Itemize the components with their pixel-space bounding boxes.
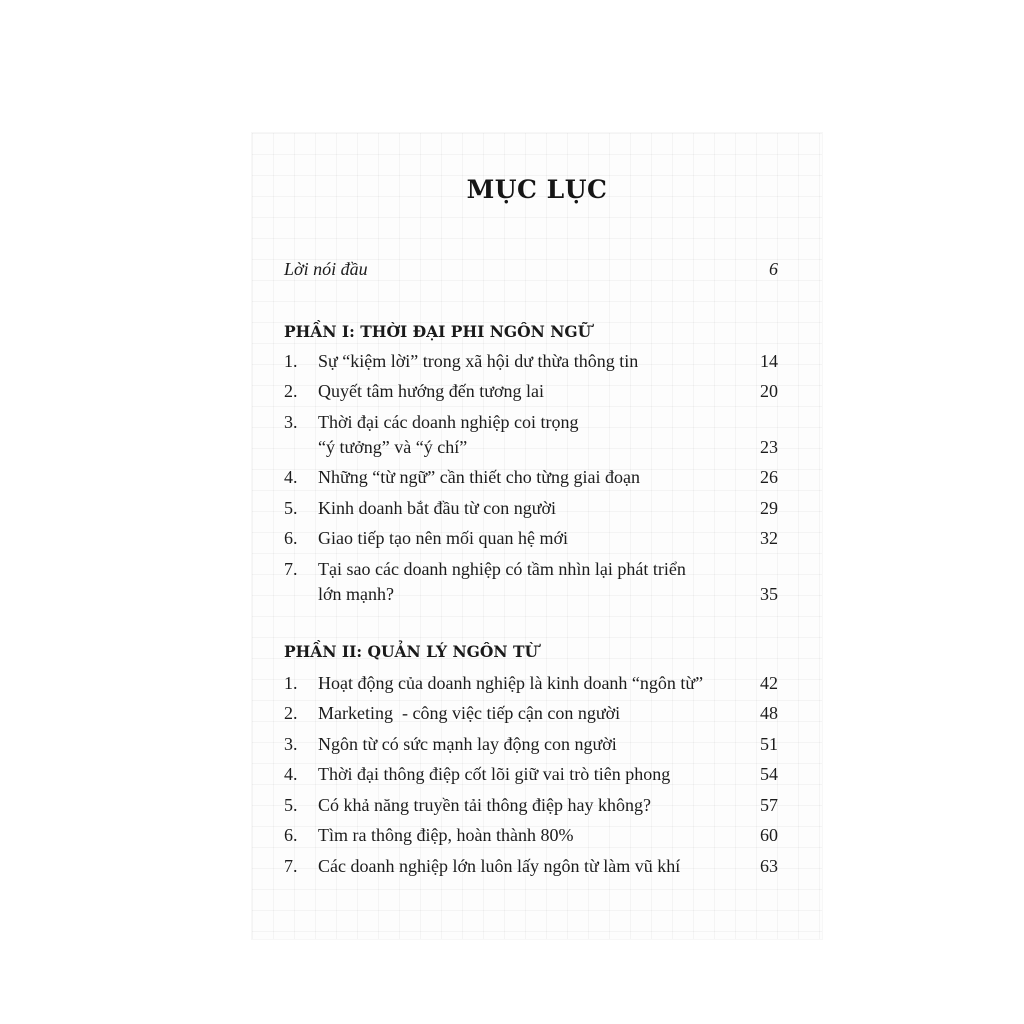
entry-title: Ngôn từ có sức mạnh lay động con người [318,734,617,754]
page-title: MỤC LỤC [466,175,608,204]
entry-page-number: 48 [760,703,778,723]
toc-entry [284,823,778,848]
toc-entry [284,465,778,490]
entry-page-number: 60 [760,825,778,845]
entry-title: Sự “kiệm lời” trong xã hội dư thừa thông tin [318,351,639,371]
entry-title: Thời đại các doanh nghiệp coi trọng “ý tưởng” và “ý chí” [318,412,579,457]
toc-entry [284,496,778,521]
entry-number: 4. [284,467,298,487]
entry-page-number: 51 [760,734,778,754]
entry-title: Thời đại thông điệp cốt lõi giữ vai trò tiên phong [318,764,671,784]
entry-number: 1. [284,673,298,693]
entry-page-number: 23 [760,437,778,457]
part-1-heading: PHẦN I: THỜI ĐẠI PHI NGÔN NGỮ [284,322,592,341]
part-2-heading: PHẦN II: QUẢN LÝ NGÔN TỪ [284,642,539,661]
preface-page-number: 6 [769,259,778,279]
entry-number: 1. [284,351,298,371]
entry-number: 6. [284,825,298,845]
entry-number: 2. [284,381,298,401]
entry-title: Quyết tâm hướng đến tương lai [318,381,545,401]
toc-page [252,133,822,939]
entry-title: Các doanh nghiệp lớn luôn lấy ngôn từ làm vũ khí [318,856,681,876]
entry-page-number: 14 [760,351,778,371]
entry-page-number: 26 [760,467,778,487]
toc-entry [284,762,778,787]
entry-number: 5. [284,795,298,815]
entry-title: Hoạt động của doanh nghiệp là kinh doanh “ngôn từ” [318,673,704,693]
entry-title: Những “từ ngữ” cần thiết cho từng giai đoạn [318,467,640,487]
toc-entry [284,526,778,551]
toc-entry [284,557,778,607]
toc-entry [284,671,778,696]
entry-title: Có khả năng truyền tải thông điệp hay không? [318,795,651,815]
entry-page-number: 35 [760,584,778,604]
entry-number: 4. [284,764,298,784]
entry-page-number: 29 [760,498,778,518]
toc-entry [284,793,778,818]
entry-title: Tìm ra thông điệp, hoàn thành 80% [318,825,574,845]
toc-entry-preface [284,257,778,282]
entry-number: 7. [284,856,298,876]
entry-page-number: 63 [760,856,778,876]
entry-number: 7. [284,559,298,579]
toc-entry [284,379,778,404]
entry-number: 6. [284,528,298,548]
toc-entry [284,701,778,726]
toc-entry [284,349,778,374]
toc-entry [284,854,778,879]
entry-title: Tại sao các doanh nghiệp có tầm nhìn lại phát triển lớn mạnh? [318,559,686,604]
toc-entry [284,410,778,460]
entry-page-number: 42 [760,673,778,693]
entry-page-number: 32 [760,528,778,548]
entry-title: Marketing - công việc tiếp cận con người [318,703,621,723]
entry-page-number: 57 [760,795,778,815]
toc-entry [284,732,778,757]
entry-number: 5. [284,498,298,518]
entry-number: 2. [284,703,298,723]
entry-title: Kinh doanh bắt đầu từ con người [318,498,556,518]
preface-label: Lời nói đầu [284,259,368,279]
entry-page-number: 54 [760,764,778,784]
entry-number: 3. [284,734,298,754]
entry-page-number: 20 [760,381,778,401]
entry-title: Giao tiếp tạo nên mối quan hệ mới [318,528,568,548]
entry-number: 3. [284,412,298,432]
